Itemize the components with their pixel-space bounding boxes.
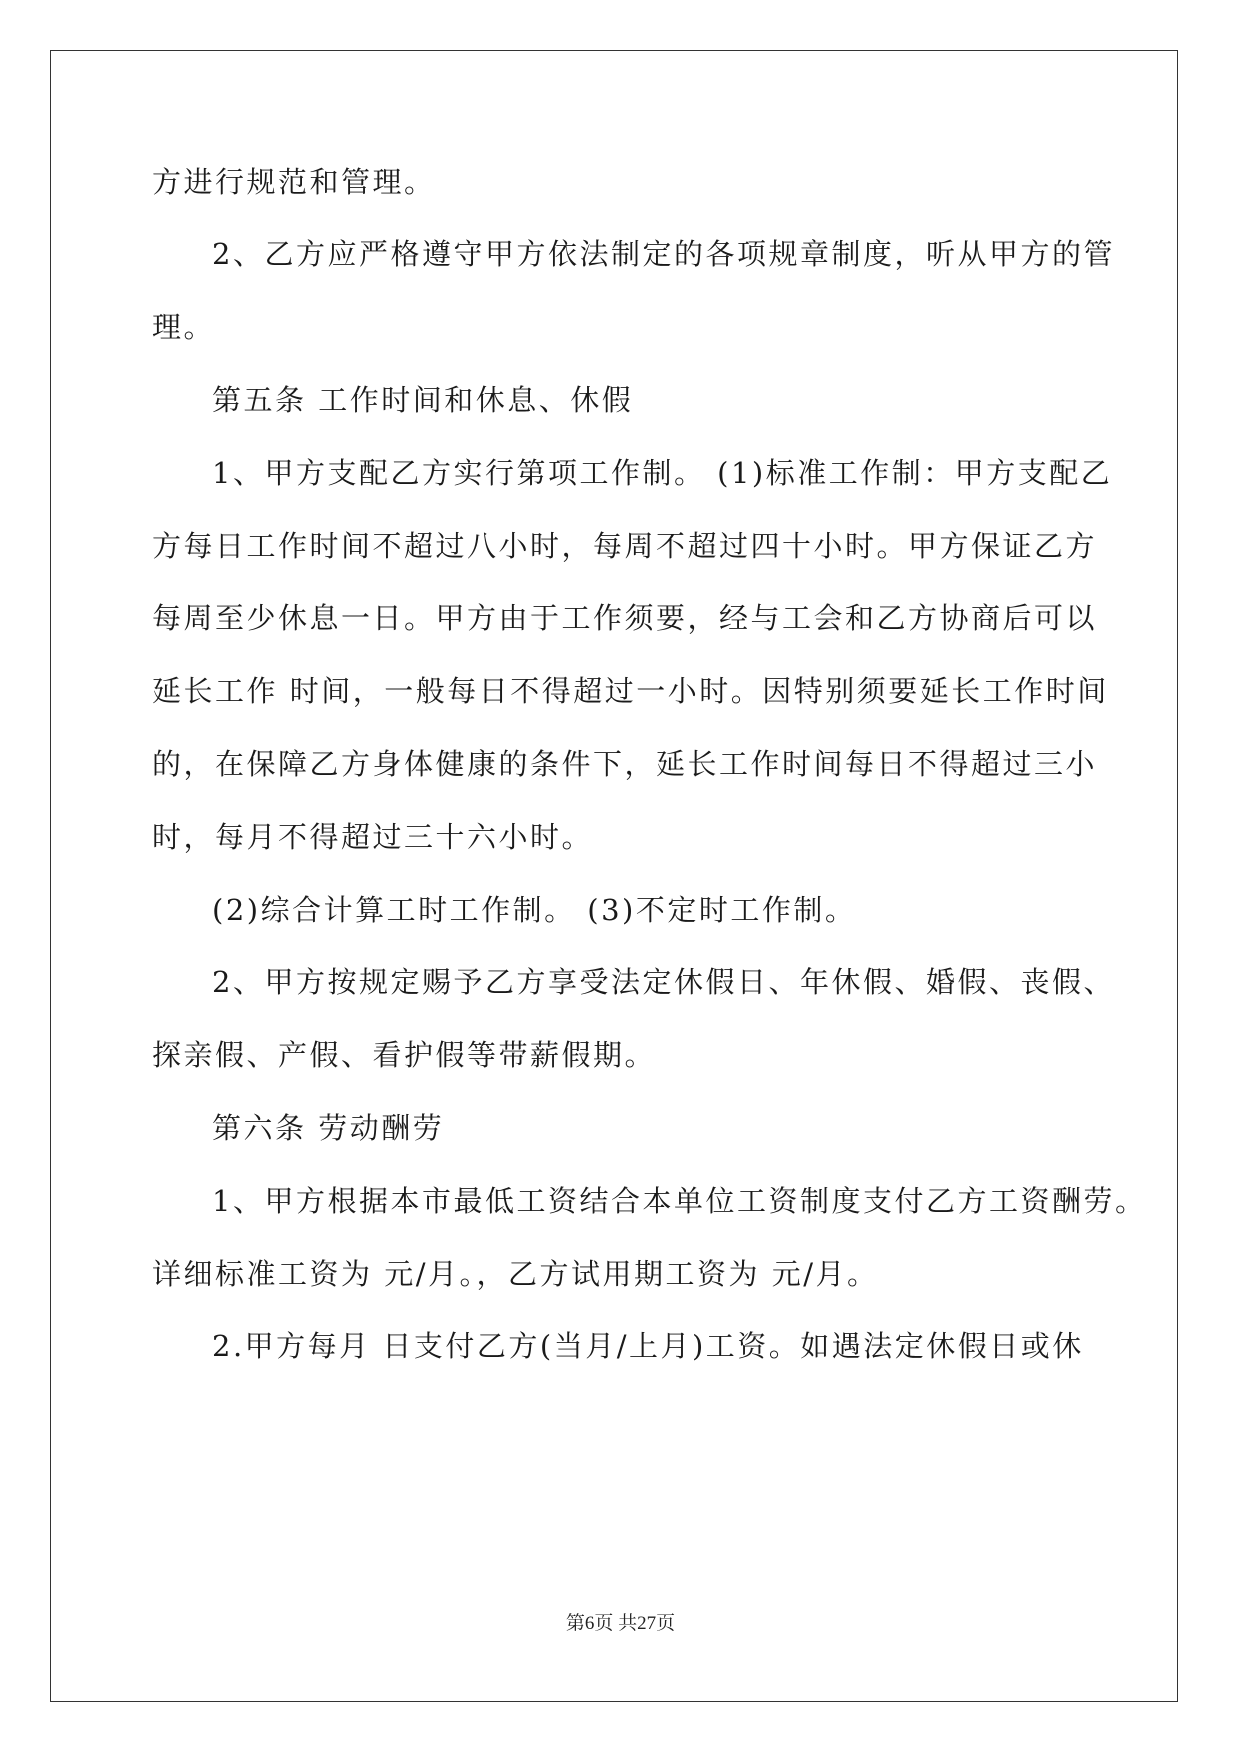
text-line: (2)综合计算工时工作制。 (3)不定时工作制。 [212,893,857,927]
text-line: 2、甲方按规定赐予乙方享受法定休假日、年休假、婚假、丧假、 [212,965,1115,999]
text-line: 每周至少休息一日。甲方由于工作须要，经与工会和乙方协商后可以 [152,601,1098,635]
text-line: 2、乙方应严格遵守甲方依法制定的各项规章制度，听从甲方的管 [212,237,1115,271]
section-heading: 第六条 劳动酬劳 [212,1111,445,1145]
text-line: 1、甲方支配乙方实行第项工作制。 (1)标准工作制：甲方支配乙 [212,456,1113,490]
page-border [50,50,1178,1702]
text-line: 的，在保障乙方身体健康的条件下，延长工作时间每日不得超过三小 [152,747,1098,781]
text-line: 理。 [152,310,216,344]
text-line: 方进行规范和管理。 [152,165,436,199]
text-line: 1、甲方根据本市最低工资结合本单位工资制度支付乙方工资酬劳。 [212,1184,1147,1218]
text-line: 探亲假、产假、看护假等带薪假期。 [152,1038,657,1072]
text-line: 2.甲方每月 日支付乙方(当月/上月)工资。如遇法定休假日或休 [212,1329,1084,1363]
text-line: 详细标准工资为 元/月。，乙方试用期工资为 元/月。 [152,1257,879,1291]
text-line: 方每日工作时间不超过八小时，每周不超过四十小时。甲方保证乙方 [152,529,1098,563]
text-line: 延长工作 时间，一般每日不得超过一小时。因特别须要延长工作时间 [152,674,1109,708]
page-footer [0,1612,1241,1636]
page-number: 第6页 共27页 [565,1613,676,1634]
text-line: 时，每月不得超过三十六小时。 [152,820,594,854]
section-heading: 第五条 工作时间和休息、休假 [212,383,634,417]
